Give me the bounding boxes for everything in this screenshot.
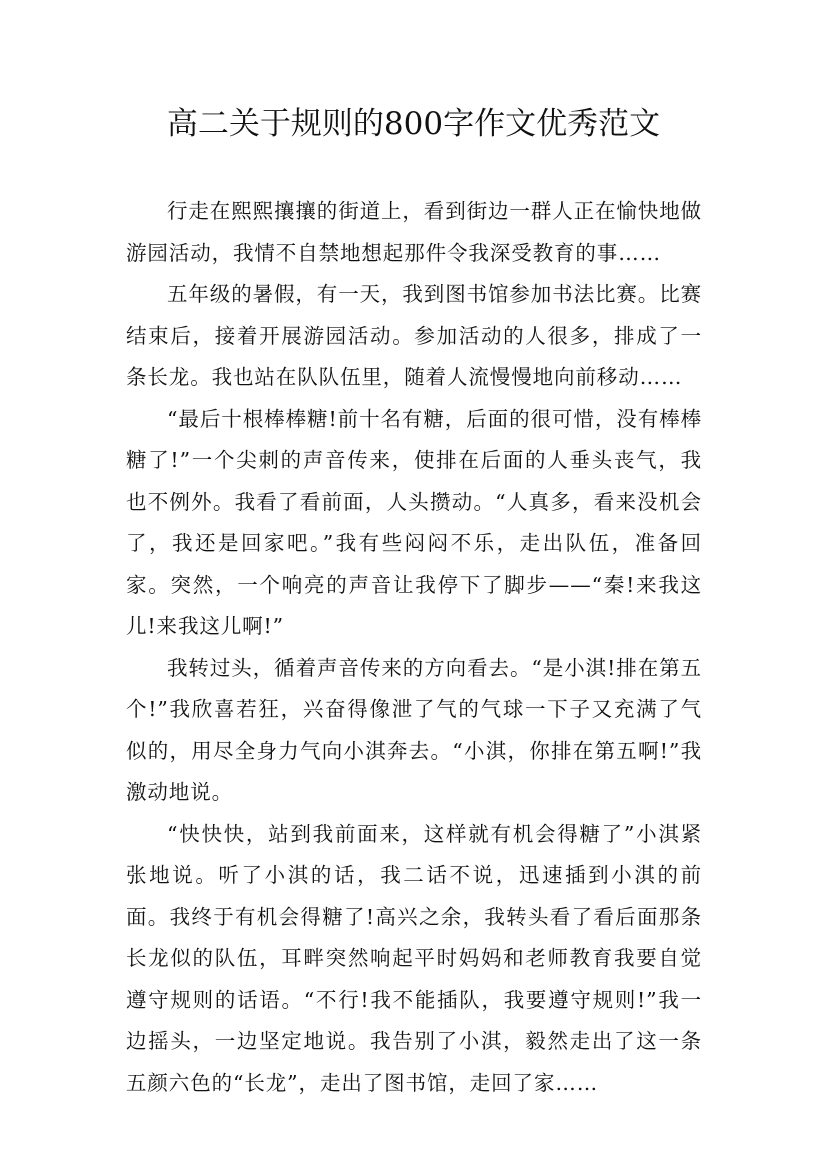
paragraph-2: 五年级的暑假，有一天，我到图书馆参加书法比赛。比赛结束后，接着开展游园活动。参加活动的人很多，排成了一条长龙。我也站在队队伍里，随着人流慢慢地向前移动…… [126,282,702,389]
paragraph-1: 行走在熙熙攘攘的街道上，看到街边一群人正在愉快地做游园活动，我情不自禁地想起那件令我深受教育的事…… [126,199,702,265]
paragraph-4: 我转过头，循着声音传来的方向看去。“是小淇!排在第五个!”我欣喜若狂，兴奋得像泄了气的气球一下子又充满了气似的，用尽全身力气向小淇奔去。“小淇，你排在第五啊!”我激动地说。 [126,655,702,804]
paragraph-3: “最后十根棒棒糖!前十名有糖，后面的很可惜，没有棒棒糖了!”一个尖刺的声音传来，使排在后面的人垂头丧气，我也不例外。我看了看前面，人头攒动。“人真多，看来没机会了，我还是回家吧。”我有些闷闷不乐，走出队伍，准备回家。突然，一个响亮的声音让我停下了脚步——“秦!来我这儿!来我这儿啊!” [126,406,702,638]
paragraph-5: “快快快，站到我前面来，这样就有机会得糖了”小淇紧张地说。听了小淇的话，我二话不说，迅速插到小淇的前面。我终于有机会得糖了!高兴之余，我转头看了看后面那条长龙似的队伍，耳畔突然响起平时妈妈和老师教育我要自觉遵守规则的话语。“不行!我不能插队，我要遵守规则!”我一边摇头，一边坚定地说。我告别了小淇，毅然走出了这一条五颜六色的“长龙”，走出了图书馆，走回了家…… [126,821,702,1095]
document-body [126,191,702,1104]
document-title: 高二关于规则的800字作文优秀范文 [166,106,661,142]
